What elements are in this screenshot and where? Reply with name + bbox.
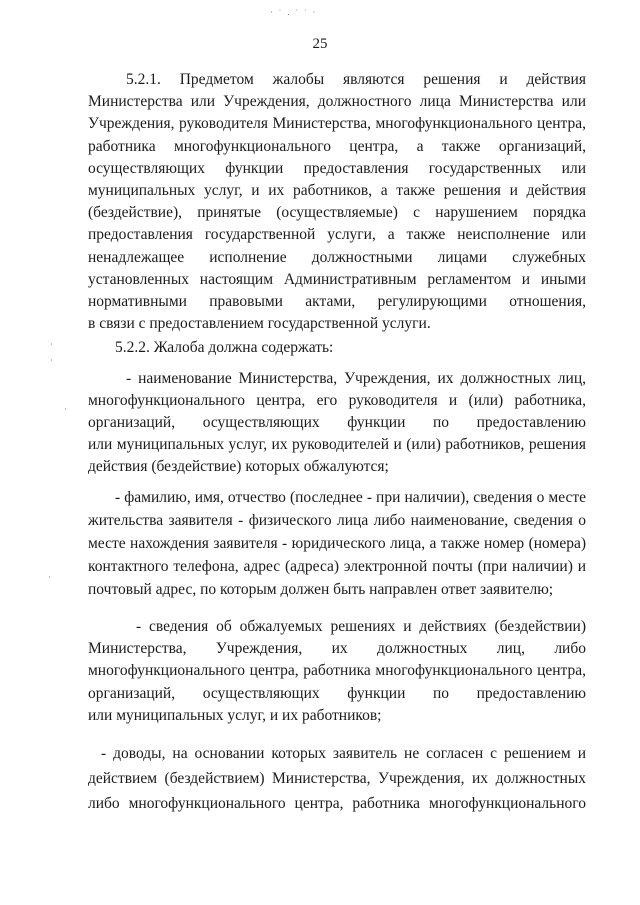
paragraph-first-line: 5.2.1. Предметом жалобы являются решения и действия bbox=[126, 71, 586, 88]
paragraph-line: многофункционального центра, работника многофункционального центра, bbox=[88, 662, 586, 680]
paragraph-line: Министерства или Учреждения, должностного лица Министерства или bbox=[88, 93, 586, 111]
page-number: 25 bbox=[312, 36, 328, 52]
paragraph-line: действием (бездействием) Министерства, Учреждения, их должностных bbox=[88, 770, 586, 787]
scan-speck: · bbox=[50, 340, 55, 349]
paragraph-line: или муниципальных услуг, и их работников; bbox=[88, 706, 382, 724]
paragraph-line: (бездействие), принятые (осуществляемые) с нарушением порядка bbox=[88, 204, 586, 222]
paragraph-first-line: - доводы, на основании которых заявитель не согласен с решением и bbox=[101, 745, 586, 762]
paragraph-line: или муниципальных услуг, их руководителей и (или) работников, решения bbox=[88, 436, 586, 453]
paragraph-first-line: 5.2.2. Жалоба должна содержать: bbox=[115, 339, 334, 356]
paragraph-line: организаций, осуществляющих функции по предоставлению bbox=[88, 414, 586, 431]
paragraph-line: предоставления государственной услуги, а также неисполнение или bbox=[88, 226, 586, 244]
paragraph-line: осуществляющих функции предоставления государственных или bbox=[88, 159, 586, 177]
paragraph-first-line: - наименование Министерства, Учреждения, их должностных лиц, bbox=[126, 370, 586, 387]
paragraph-line: контактного телефона, адрес (адреса) электронной почты (при наличии) и bbox=[88, 558, 586, 575]
paragraph-line: ненадлежащее исполнение должностными лицами служебных bbox=[88, 248, 586, 266]
paragraph-line: нормативными правовыми актами, регулирующими отношения, bbox=[88, 293, 586, 310]
paragraph-line: в связи с предоставлением государственной услуги. bbox=[88, 315, 431, 333]
paragraph-line: Министерства, Учреждения, их должностных лиц, либо bbox=[88, 640, 586, 658]
paragraph-line: многофункционального центра, его руководителя и (или) работника, bbox=[88, 392, 586, 409]
paragraph-first-line: - фамилию, имя, отчество (последнее - при наличии), сведения о месте bbox=[115, 489, 586, 506]
paragraph-line: либо многофункционального центра, работника многофункционального bbox=[88, 795, 586, 812]
paragraph-line: месте нахождения заявителя - юридического лица, а также номер (номера) bbox=[88, 535, 586, 552]
paragraph-line: Учреждения, руководителя Министерства, многофункционального центра, bbox=[88, 115, 586, 133]
paragraph-line: муниципальных услуг, и их работников, а также решения и действия bbox=[88, 182, 586, 199]
paragraph-line: почтовый адрес, по которым должен быть направлен ответ заявителю; bbox=[88, 581, 554, 598]
paragraph-line: жительства заявителя - физического лица либо наименование, сведения о bbox=[88, 512, 586, 529]
scan-speck: · ˙ . ˙ ˙ · bbox=[270, 8, 318, 17]
scan-speck: · bbox=[64, 405, 69, 414]
paragraph-first-line: - сведения об обжалуемых решениях и действиях (бездействии) bbox=[136, 618, 586, 635]
paragraph-line: организаций, осуществляющих функции по предоставлению bbox=[88, 684, 586, 702]
paragraph-line: действия (бездействие) которых обжалуются; bbox=[88, 458, 389, 475]
scan-speck: · bbox=[50, 356, 55, 365]
scan-speck: · bbox=[48, 573, 53, 582]
paragraph-line: установленных настоящим Административным регламентом и иными bbox=[88, 270, 586, 288]
paragraph-line: работника многофункционального центра, а также организаций, bbox=[88, 137, 586, 155]
